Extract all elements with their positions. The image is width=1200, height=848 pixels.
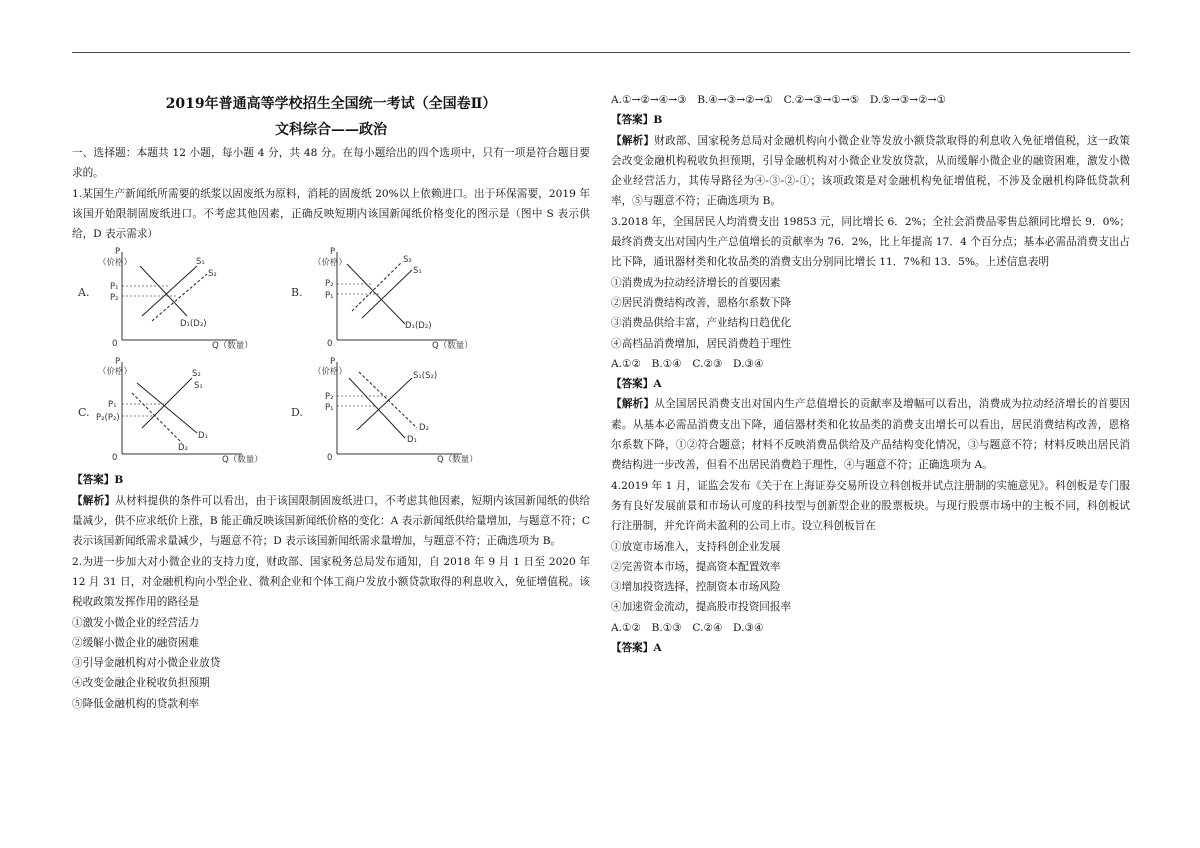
q2-analysis-tag: 【解析】 [611,134,655,147]
graph-b-p1: P₁ [325,291,334,302]
graph-c-s2: S₂ [192,369,201,380]
graph-b-s2: S₂ [403,255,412,266]
q1-analysis [72,491,590,552]
graph-a-s1: S₁ [196,257,205,268]
graph-d-d2: D₂ [419,423,429,434]
graph-a-option-label: A. [78,286,90,300]
left-column [72,90,590,714]
q3-analysis-tag: 【解析】 [611,398,655,411]
q3-option: ①消费成为拉动经济增长的首要因素 [611,276,781,289]
graph-c-d1: D₁ [198,431,208,442]
graph-b-demand-label: D₁(D₂) [405,321,432,332]
graph-a-supply-1 [142,266,197,316]
graph-d-p-unit: （价格） [313,367,348,378]
graph-c-origin: 0 [112,453,118,464]
graph-c-d2: D₂ [178,443,188,454]
q4-choices: A.①② B.①③ C.②④ D.③④ [611,621,764,634]
q4-option: ②完善资本市场，提高资本配置效率 [611,560,781,573]
q2-analysis-text: 财政部、国家税务总局对金融机构向小微企业等发放小额贷款取得的利息收入免征增值税，这一政策会改变金融机构税收负担预期，引导金融机构对小微企业发放贷款，从而缓解小微企业的融资困难，激发小微企业经营活力，其传导路径为④-③-②-①；该项政策是对金融机构免征增值税，不涉及金融机构降低贷款利率，⑤与题意不符；正确选项为 B。 [611,134,1131,208]
graph-b-option-label: B. [291,286,303,300]
q2-option: ⑤降低金融机构的贷款利率 [72,697,200,710]
right-column [611,90,1130,658]
q1-answer: 【答案】B [72,474,124,487]
graph-c-p1: P₁ [108,400,117,411]
q4-option: ①放宽市场准入，支持科创企业发展 [611,540,781,553]
graph-c-p-unit: （价格） [98,367,133,378]
exam-title: 2019年普通高等学校招生全国统一考试（全国卷Ⅱ） [165,96,497,112]
q4-option: ④加速资金流动，提高股市投资回报率 [611,601,792,614]
graph-a-demand-label: D₁(D₂) [180,319,207,330]
q3-analysis-text: 从全国居民消费支出对国内生产总值增长的贡献率及增幅可以看出，消费成为拉动经济增长的首要因素。从基本必需品消费支出下降，通信器材类和化妆品类的消费支出增长可以看出，居民消费结构改善，恩格尔系数下降，①②符合题意；材料不反映消费品供给及产品结构变化情况，③与题意不符；材料反映出居民消费结构进一步改善，但看不出居民消费趋于理性，④与题意不符；正确选项为 A。 [611,398,1131,472]
q2-stem: 2.为进一步加大对小微企业的支持力度，财政部、国家税务总局发布通知，自 2018 年 9 月 1 日至 2020 年 12 月 31 日，对金融机构向小型企业、微利企业和个体工商户发放小额贷款取得的利息收入，免征增值税。该税收政策发挥作用的路径是 [72,555,590,609]
q4-option: ③增加投资选择，控制资本市场风险 [611,581,781,594]
q4-stem: 4.2019 年 1 月，证监会发布《关于在上海证券交易所设立科创板并试点注册制的实施意见》。科创板是专门服务有良好发展前景和市场认可度的科技型与创新型企业的股票板块。与现行股票市场中的主板不同，科创板试行注册制，并允许尚未盈利的公司上市。设立科创板旨在 [611,479,1130,533]
header-rule [72,52,1130,53]
q3-option: ③消费品供给丰富，产业结构日趋优化 [611,317,792,330]
graph-a-p2: P₂ [110,293,119,304]
q2-choices: A.①→②→④→③ B.④→③→②→① C.②→③→①→⑤ D.⑤→③→②→① [611,94,947,106]
graph-a-q-axis: Q（数量） [212,341,253,352]
q2-analysis [611,131,1130,212]
graph-b [287,246,532,358]
graph-a [72,246,317,358]
q1-stem: 1.某国生产新闻纸所需要的纸浆以固废纸为原料，消耗的固废纸 20%以上依赖进口。出于环保需要，2019 年该国开始限制固废纸进口。不考虑其他因素，正确反映短期内该国新闻纸价格变化的图示是（图中 S 表示供给，D 表示需求） [72,187,590,241]
graph-d-p1: P₁ [325,403,334,414]
q2-option: ③引导金融机构对小微企业放贷 [72,657,221,670]
graph-d-p2: P₂ [325,392,334,403]
q4-answer: 【答案】A [611,642,662,655]
graph-a-demand [140,266,187,316]
graph-b-p-axis: P [330,247,336,258]
graph-d-d1: D₁ [407,435,417,446]
exam-subtitle: 文科综合——政治 [275,122,387,138]
graph-d-origin: 0 [327,453,333,464]
graph-d-s-label: S₁(S₂) [413,371,438,382]
q3-option: ②居民消费结构改善，恩格尔系数下降 [611,296,792,309]
graph-b-origin: 0 [327,339,333,350]
graph-c-p2: P₂(P₂) [96,413,120,424]
graph-a-p-axis: P [115,247,121,258]
graph-c-s1: S₁ [194,381,203,392]
graph-b-p-unit: （价格） [313,258,348,269]
graph-b-s1: S₁ [413,266,422,277]
graph-a-s2: S₂ [208,269,217,280]
graph-a-p1: P₁ [110,282,119,293]
graph-a-origin: 0 [112,339,118,350]
graph-d-option-label: D. [291,406,303,420]
graph-d-q-axis: Q（数量） [437,455,478,466]
graph-a-p-unit: （价格） [98,258,133,269]
graph-d-supply [357,378,412,430]
graph-b-p2: P₂ [325,279,334,290]
q2-option: ②缓解小微企业的融资困难 [72,636,200,649]
q1-analysis-text: 从材料提供的条件可以看出，由于该国限制固废纸进口，不考虑其他因素，短期内该国新闻纸的供给量减少，供不应求纸价上涨，B 能正确反映该国新闻纸价格的变化：A 表示新闻纸供给量增加，与题意不符；C 表示该国新闻纸需求量减少，与题意不符；D 表示该国新闻纸需求量增加，与题意不符；正确选项为 B。 [72,494,590,548]
graph-a-supply-2 [152,274,207,321]
graph-c-q-axis: Q（数量） [222,455,263,466]
q2-option: ④改变金融企业税收负担预期 [72,677,210,690]
q3-stem: 3.2018 年，全国居民人均消费支出 19853 元，同比增长 6．2%；全社会消费品零售总额同比增长 9．0%；最终消费支出对国内生产总值增长的贡献率为 76．2%，比上年提高 17．4 个百分点；基本必需品消费支出占比下降，通讯器材类和化妆品类的消费支出分别同比增长 11．7%和 13．5%。上述信息表明 [611,215,1130,269]
q3-answer: 【答案】A [611,378,662,391]
q1-analysis-tag: 【解析】 [72,494,116,507]
q2-option: ①激发小微企业的经营活力 [72,616,200,629]
section-intro: 一、选择题：本题共 12 小题，每小题 4 分，共 48 分。在每小题给出的四个选项中，只有一项是符合题目要求的。 [72,147,590,180]
graph-b-demand [347,264,405,324]
graph-c-p-axis: P [115,357,121,368]
q1-graphs [72,246,590,468]
graph-d-p-axis: P [330,357,336,368]
graph-c-demand-1 [137,383,197,433]
q2-answer: 【答案】B [611,114,663,127]
graph-c-supply [142,378,192,428]
graph-c [72,358,317,470]
graph-c-demand-2 [132,393,182,443]
q3-option: ④高档品消费增加，居民消费趋于理性 [611,337,792,350]
q3-analysis [611,394,1130,475]
graph-b-q-axis: Q（数量） [432,341,473,352]
q3-choices: A.①② B.①④ C.②③ D.③④ [611,357,764,370]
graph-c-option-label: C. [78,406,90,420]
graph-d [287,358,532,470]
